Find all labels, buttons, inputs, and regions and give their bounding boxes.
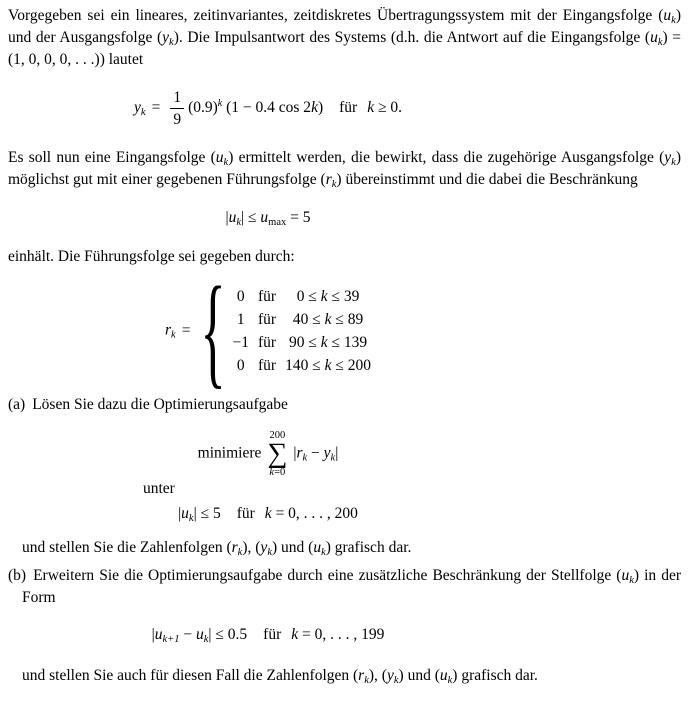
math-sub: k bbox=[629, 575, 634, 586]
text-run: und stellen Sie auch für diesen Fall die Zahlenfolgen ( bbox=[22, 667, 359, 684]
text-run: ) grafisch dar. bbox=[325, 539, 412, 556]
minus-sign: − bbox=[179, 626, 196, 643]
sum-operator bbox=[267, 430, 287, 478]
case-value: 1 bbox=[236, 311, 245, 328]
fur-label: für bbox=[339, 99, 358, 117]
math-var: y bbox=[260, 539, 268, 556]
math-var: r bbox=[296, 444, 303, 462]
text-run: ). Die Impulsantwort des Systems (d.h. die Antwort auf die Eingangsfolge ( bbox=[173, 29, 651, 46]
math-sup: k bbox=[217, 98, 223, 110]
text-run: | ≤ 0.5 bbox=[208, 626, 248, 643]
case-fur: für bbox=[258, 334, 277, 351]
text-run: ≤ 89 bbox=[331, 311, 364, 328]
text-run: Es soll nun eine Eingangsfolge ( bbox=[8, 149, 216, 166]
math-sub: k bbox=[236, 217, 242, 228]
text-run: ) bbox=[317, 99, 324, 117]
text-run: ) in der Form bbox=[22, 567, 681, 606]
math-sub: k bbox=[169, 37, 174, 48]
math-var: r bbox=[358, 667, 365, 684]
abs-bar: | bbox=[293, 444, 297, 462]
math-sub: k bbox=[237, 547, 243, 558]
equation-reference-sequence: $r_k$ = { 0 für 0 ≤ k ≤ 39 1 für 40 ≤ k ≤ 89 −1 für 90 ≤ k ≤ 139 0 für 140 ≤ k ≤ 200 bbox=[164, 260, 372, 400]
equals-sign: = bbox=[151, 99, 161, 117]
equation-minimize bbox=[8, 430, 528, 478]
item-b-outro bbox=[22, 665, 681, 687]
text-run: Vorgegeben sei ein lineares, zeitinvariantes, zeitdiskretes Übertragungssystem mit der Eingangsfolge ( bbox=[8, 7, 664, 24]
text-run: ≤ 200 bbox=[331, 357, 372, 374]
math-var: y bbox=[664, 149, 672, 166]
text-run: ) grafisch dar. bbox=[452, 667, 538, 684]
cases-grid bbox=[233, 285, 372, 377]
text-run: 90 ≤ bbox=[288, 334, 321, 351]
fraction-denominator: 9 bbox=[173, 111, 182, 128]
fraction bbox=[170, 88, 184, 129]
case-condition bbox=[285, 354, 371, 377]
text-run: ), ( bbox=[242, 539, 261, 556]
minus-sign: − bbox=[307, 444, 324, 462]
sum-upper-limit: 200 bbox=[269, 430, 286, 441]
math-sub: k bbox=[203, 634, 209, 645]
text-run: ≤ 39 bbox=[327, 288, 360, 305]
text-run: Erweitern Sie die Optimierungsaufgabe durch eine zusätzliche Beschränkung der Stellfolge ( bbox=[33, 567, 622, 584]
abs-bar: | bbox=[151, 626, 155, 643]
math-var: k bbox=[320, 288, 328, 305]
item-b-first-paragraph bbox=[8, 565, 681, 609]
math-var: y bbox=[323, 444, 331, 462]
text-run: ) und der Ausgangsfolge ( bbox=[8, 7, 681, 46]
math-sub: max bbox=[268, 217, 287, 228]
math-var: y bbox=[162, 29, 170, 46]
math-var: u bbox=[650, 29, 658, 46]
text-run: ) und ( bbox=[398, 667, 440, 684]
math-var: u bbox=[663, 7, 672, 24]
math-var: y bbox=[386, 667, 394, 684]
text-run: | ≤ 5 bbox=[193, 505, 221, 522]
paragraph-task bbox=[8, 147, 681, 191]
case-value: −1 bbox=[232, 334, 250, 351]
item-a-text: Lösen Sie dazu die Optimierungsaufgabe bbox=[32, 396, 288, 413]
case-fur: für bbox=[258, 357, 277, 374]
case-fur: für bbox=[258, 288, 277, 305]
item-a-first-line bbox=[8, 394, 681, 416]
math-var: u bbox=[181, 505, 189, 522]
math-var: k bbox=[367, 99, 375, 117]
fur-label: für bbox=[236, 505, 255, 522]
math-sub: k bbox=[393, 675, 399, 686]
math-sub: k bbox=[223, 157, 229, 168]
item-a bbox=[8, 394, 681, 559]
math-sub: k bbox=[267, 547, 272, 558]
equation-impulse-response bbox=[8, 88, 528, 129]
text-run: 140 ≤ bbox=[285, 357, 325, 374]
text-run: ) = (1, 0, 0, 0, . . .)) lautet bbox=[8, 29, 681, 68]
math-var: k bbox=[320, 334, 328, 351]
text-run: | ≤ bbox=[241, 209, 261, 226]
math-sub: k bbox=[140, 107, 146, 119]
math-var: u bbox=[313, 539, 322, 556]
text-run: ≥ 0. bbox=[374, 99, 402, 117]
case-fur: für bbox=[258, 311, 277, 328]
math-sub: k bbox=[671, 157, 676, 168]
text-run: und stellen Sie die Zahlenfolgen ( bbox=[22, 539, 232, 556]
abs-bar: | bbox=[178, 505, 182, 522]
math-var: y bbox=[134, 99, 141, 117]
text-run: (1 − 0.4 cos 2 bbox=[226, 99, 312, 117]
sum-lower-limit bbox=[269, 467, 285, 478]
case-value: 0 bbox=[236, 288, 245, 305]
math-sub: k bbox=[171, 329, 176, 341]
minimize-word: minimiere bbox=[197, 444, 262, 462]
math-var: k bbox=[264, 505, 272, 522]
text-run: = 5 bbox=[286, 209, 311, 226]
paragraph-intro bbox=[8, 5, 681, 71]
text-run: ) ermittelt werden, die bewirkt, dass die zugehörige Ausgangsfolge ( bbox=[228, 149, 665, 166]
math-sub: k bbox=[188, 513, 194, 524]
unter-label: unter bbox=[143, 480, 175, 497]
equation-input-bound bbox=[8, 207, 528, 229]
math-var: u bbox=[439, 667, 448, 684]
paragraph-reference-intro: einhält. Die Führungsfolge sei gegeben durch: bbox=[8, 248, 295, 265]
fraction-numerator: 1 bbox=[170, 88, 184, 109]
math-sub: k bbox=[331, 179, 337, 190]
math-var: k bbox=[324, 311, 332, 328]
math-sub: k bbox=[302, 452, 308, 464]
math-sub: k+1 bbox=[162, 634, 180, 645]
math-sub: k bbox=[330, 452, 336, 464]
fur-label: für bbox=[263, 626, 282, 643]
text-run: 0 ≤ bbox=[296, 288, 321, 305]
math-var: u bbox=[195, 626, 204, 643]
equation-constraint-a bbox=[8, 503, 528, 525]
math-sub: k bbox=[671, 15, 676, 26]
math-var: u bbox=[228, 209, 237, 226]
math-var: k bbox=[291, 626, 299, 643]
text-run: ), ( bbox=[368, 667, 387, 684]
item-b-label: (b) bbox=[8, 567, 27, 584]
equation-rate-constraint bbox=[8, 624, 528, 646]
text-run: = 0, . . . , 199 bbox=[298, 626, 385, 643]
math-sub: k bbox=[447, 675, 453, 686]
text-run: ) und ( bbox=[271, 539, 314, 556]
math-var: k bbox=[311, 99, 318, 117]
item-a-label: (a) bbox=[8, 396, 26, 413]
math-var: r bbox=[325, 171, 332, 188]
math-var: k bbox=[269, 467, 275, 478]
math-var: r bbox=[231, 539, 238, 556]
text-run: ) möglichst gut mit einer gegebenen Führungsfolge ( bbox=[8, 149, 681, 188]
math-var: k bbox=[324, 357, 332, 374]
case-condition bbox=[285, 308, 371, 331]
item-a-outro bbox=[22, 537, 681, 559]
equals-sign: = bbox=[181, 321, 191, 339]
math-base: (0.9) bbox=[188, 99, 218, 117]
math-var: u bbox=[154, 626, 163, 643]
math-var: r bbox=[164, 321, 172, 339]
case-condition bbox=[285, 331, 371, 354]
text-run: ≤ 139 bbox=[327, 334, 368, 351]
math-var: u bbox=[260, 209, 269, 226]
text-run: = 0, . . . , 200 bbox=[271, 505, 358, 522]
case-value: 0 bbox=[236, 357, 245, 374]
abs-bar: | bbox=[335, 444, 339, 462]
text-run: ) übereinstimmt und die dabei die Beschränkung bbox=[336, 171, 638, 188]
text-run: 40 ≤ bbox=[292, 311, 325, 328]
item-b bbox=[8, 565, 681, 687]
abs-bar: | bbox=[225, 209, 229, 226]
sum-symbol: ∑ bbox=[267, 438, 288, 469]
math-sub: k bbox=[321, 547, 326, 558]
math-sub: k bbox=[364, 675, 369, 686]
math-var: u bbox=[215, 149, 224, 166]
case-condition bbox=[285, 285, 371, 308]
math-var: u bbox=[621, 567, 630, 584]
text-run: =0 bbox=[274, 467, 286, 478]
math-sub: k bbox=[657, 37, 663, 48]
